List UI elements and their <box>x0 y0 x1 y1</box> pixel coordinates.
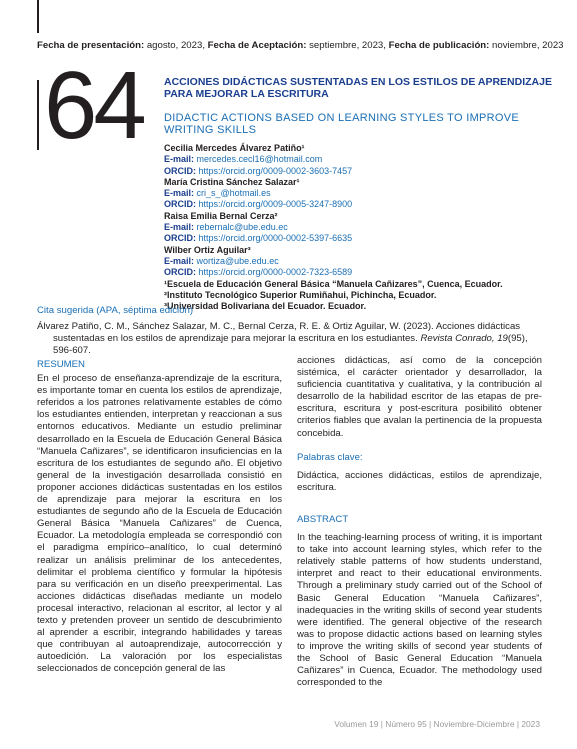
presentacion-value: agosto, 2023, <box>144 40 208 51</box>
author-4 <box>164 245 564 279</box>
citation-line2 <box>37 333 572 345</box>
publicacion-label: Fecha de publicación: <box>388 40 490 51</box>
orcid-link[interactable]: https://orcid.org/0000-0002-7323-6589 <box>198 267 353 278</box>
citation-part2: sustentadas en los estilos de aprendizaje para mejorar la escritura en los estudiantes. <box>53 333 421 344</box>
presentacion-label: Fecha de presentación: <box>37 40 145 51</box>
resumen-text: En el proceso de enseñanza-aprendizaje de la escritura, es importante tomar en cuenta los estilos de aprendizaje, referidos a los patrones relativamente estables de cómo los estudiantes entienden, interpretan y reaccionan a sus entornos educativos. Mediante un estudio preliminar desarrollado en la Escuela de Educación General Básica “Manuela Cañizares”, se identificaron insuficiencias en la escritura de los estudiantes de segundo año. El objetivo general de la investigación desarrollada consistió en proponer acciones didácticas sustentadas en los estilos de aprendizaje para mejorar la escritura en los estudiantes de segundo año de la Escuela de Educación General Básica “Manuela Cañizares” de Cuenca, Ecuador. La metodología empleada se correspondió con el paradigma empírico–analítico, lo cual determinó realizar un análisis preliminar de los antecedentes, delimitar el problema científico y formular la hipótesis para su verificación en un diseño preexperimental. Las acciones didácticas diseñadas mediante un modelo procesal interactivo, relacionan al escritor, al lector y al texto y pretenden proveer un sentido de descubrimiento al aprender a escribir, integrando habilidades y tareas que contribuyan al autoaprendizaje, autocorrección y autoedición. La valoración por los especialistas seleccionados de concepción general de las <box>37 373 282 675</box>
author-name: Wilber Ortiz Aguilar³ <box>164 244 251 255</box>
email-link[interactable]: rebernalc@ube.edu.ec <box>196 222 288 233</box>
affiliation: ²Instituto Tecnológico Superior Rumiñahui, Pichincha, Ecuador. <box>164 289 437 300</box>
publicacion-value: noviembre, 2023 <box>489 40 564 51</box>
citation-text <box>37 321 572 357</box>
citation-heading: Cita sugerida (APA, séptima edición) <box>37 305 194 316</box>
top-rule <box>37 0 39 33</box>
title-spanish: ACCIONES DIDÁCTICAS SUSTENTADAS EN LOS ESTILOS DE APRENDIZAJE PARA MEJORAR LA ESCRITURA <box>164 76 552 100</box>
resumen-text-continued: acciones didácticas, así como de la concepción sistémica, el carácter orientador y desarrollador, la suficiencia cuantitativa y cualitativa, y la contribución al desarrollo de la habilidad escritor de las etapas de pre-escritura, escritura y post-escritura posibilitó obtener criterios fiables que avalan la pertinencia de la propuesta concebida. <box>297 355 542 439</box>
email-link[interactable]: wortiza@ube.edu.ec <box>196 255 279 266</box>
orcid-label: ORCID: <box>164 267 199 278</box>
author-1 <box>164 143 564 177</box>
author-name: María Cristina Sánchez Salazar¹ <box>164 176 300 187</box>
left-column <box>37 359 282 675</box>
email-label: E-mail: <box>164 222 197 233</box>
orcid-link[interactable]: https://orcid.org/0000-0002-5397-6635 <box>198 233 353 244</box>
citation-part1: Álvarez Patiño, C. M., Sánchez Salazar, M. C., Bernal Cerza, R. E. & Ortiz Aguilar, W. (2023). Acciones didácticas <box>37 321 521 332</box>
aceptacion-label: Fecha de Aceptación: <box>207 40 307 51</box>
keywords-text: Didáctica, acciones didácticas, estilos de aprendizaje, escritura. <box>297 469 542 493</box>
email-label: E-mail: <box>164 255 197 266</box>
email-label: E-mail: <box>164 154 197 165</box>
author-2 <box>164 177 564 211</box>
resumen-heading: RESUMEN <box>37 359 85 370</box>
citation-part4: 596-607. <box>53 345 91 356</box>
page-footer: Volumen 19 | Número 95 | Noviembre-Diciembre | 2023 <box>334 719 540 729</box>
abstract-heading: ABSTRACT <box>297 513 349 525</box>
citation-part3: (95), <box>507 333 528 344</box>
number-rule <box>37 80 39 150</box>
citation-journal: Revista Conrado, 19 <box>420 333 508 344</box>
author-3 <box>164 211 564 245</box>
author-name: Raisa Emilia Bernal Cerza² <box>164 210 278 221</box>
authors-block <box>164 143 564 312</box>
email-label: E-mail: <box>164 188 197 199</box>
keywords-heading: Palabras clave: <box>297 451 363 463</box>
author-name: Cecilia Mercedes Álvarez Patiño¹ <box>164 143 305 153</box>
orcid-label: ORCID: <box>164 199 199 210</box>
affiliation: ¹Escuela de Educación General Básica “Manuela Cañizares”, Cuenca, Ecuador. <box>164 278 503 289</box>
email-link[interactable]: mercedes.cecl16@hotmail.com <box>196 154 323 165</box>
title-english: DIDACTIC ACTIONS BASED ON LEARNING STYLES TO IMPROVE WRITING SKILLS <box>164 112 520 136</box>
abstract-text: In the teaching-learning process of writing, it is important to take into account learning styles, which refer to the relatively stable patterns of how students understand, interpret and react to their educational environments. Through a preliminary study carried out of the School of Basic General Education “Manuela Cañizares”, inadequacies in the writing skills of second year students were identified. The general objective of the research was to propose didactic actions based on learning styles to improve the writing skills of second year students of the School of Basic General Education “Manuela Cañizares” in Cuenca, Ecuador. The methodology used corresponded to the <box>297 532 542 689</box>
right-column <box>297 355 542 689</box>
orcid-label: ORCID: <box>164 233 199 244</box>
dates-line <box>37 40 572 51</box>
orcid-link[interactable]: https://orcid.org/0009-0002-3603-7457 <box>198 165 353 176</box>
email-link[interactable]: cri_s_@hotmail.es <box>196 188 271 199</box>
article-number: 64 <box>44 52 143 159</box>
orcid-link[interactable]: https://orcid.org/0009-0005-3247-8900 <box>198 199 353 210</box>
orcid-label: ORCID: <box>164 165 199 176</box>
affiliation: ³Universidad Bolivariana del Ecuador. Ecuador. <box>164 301 367 312</box>
aceptacion-value: septiembre, 2023, <box>306 40 389 51</box>
